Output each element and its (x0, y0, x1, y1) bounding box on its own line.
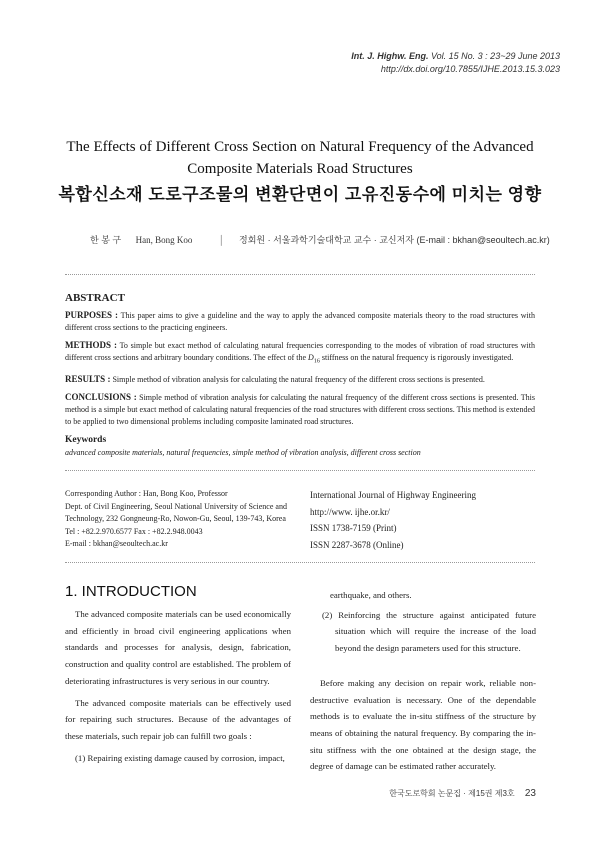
title-en-line1: The Effects of Different Cross Section on Natural Frequency of the Advanced (66, 139, 534, 155)
methods-subscript: 16 (313, 358, 320, 365)
intro-list-item-2: (2) Reinforcing the structure against anticipated future situation which will require the increase of the load beyond the design parameters used for this structure. (322, 609, 536, 654)
abstract-conclusions (65, 391, 535, 428)
conclusions-text: Simple method of vibration analysis for calculating the natural frequency of the different cross sections is presented. This method is a simple but exact method of calculating natural frequencies of the road structures with different cross sections. This method is extended to be applied to two dimensional problems including composite laminated road structures. (65, 392, 536, 426)
author-affiliation: 정회원 · 서울과학기술대학교 교수 · 교신저자 (E-mail : bkhan@seoultech.ac.kr) (239, 235, 550, 245)
paper-title-korean: 복합신소재 도로구조물의 변환단면이 고유진동수에 미치는 영향 (58, 185, 542, 204)
body-column-left (65, 582, 291, 766)
methods-label: METHODS : (65, 340, 117, 350)
purposes-text: This paper aims to give a guideline and the way to apply the advanced composite materials theory to the road structures with different cross sections to the practicing engineers. (65, 311, 535, 332)
methods-symbol: D (308, 353, 314, 362)
title-en-line2: Composite Materials Road Structures (187, 161, 413, 177)
page-footer (389, 788, 536, 799)
journal-info-name: International Journal of Highway Engineering (310, 490, 476, 500)
footer-journal: 한국도로학회 논문집 · 제15권 제3호 (389, 789, 515, 798)
abstract-methods (65, 339, 535, 368)
page-number: 23 (524, 788, 536, 799)
intro-paragraph-2: The advanced composite materials can be effectively used for repairing such structures. Because of the advantages of these materials, such repair job can fulfill two goals : (65, 697, 291, 741)
section-heading-introduction: 1. INTRODUCTION (65, 583, 197, 600)
intro-paragraph-1: The advanced composite materials can be used economically and efficiently in broad civil engineering applications when standards and processes for analysis, design, fabrication, construction and quality control are established. The problem of deteriorating infrastructures is very serious in our country. (65, 609, 291, 686)
body-column-right (310, 587, 536, 775)
results-label: RESULTS : (65, 373, 111, 384)
purposes-label: PURPOSES : (65, 310, 118, 320)
paper-title-english (60, 136, 540, 180)
abstract-section (65, 292, 535, 459)
journal-info-issn-online: ISSN 2287-3678 (Online) (310, 539, 404, 550)
corr-line2: Dept. of Civil Engineering, Seoul National University of Science and Technology, 232 Gongneung-Ro, Nowon-Gu, Seoul, 139-743, Korea (65, 501, 287, 523)
divider-bottom (65, 562, 535, 563)
abstract-results (65, 373, 535, 386)
author-name-korean: 한 봉 구 (90, 235, 122, 245)
journal-volume: Vol. 15 No. 3 : 23~29 June 2013 (430, 51, 560, 61)
intro-list-item-1: (1) Repairing existing damage caused by corrosion, impact, (75, 752, 285, 763)
journal-info-url[interactable]: http://www. ijhe.or.kr/ (310, 506, 390, 517)
keywords-list: advanced composite materials, natural frequencies, simple method of vibration analysis, different cross section (65, 447, 421, 457)
keywords-heading: Keywords (65, 434, 107, 445)
doi-link[interactable]: http://dx.doi.org/10.7855/IJHE.2013.15.3.023 (380, 64, 560, 74)
corresponding-author-block (65, 488, 300, 551)
journal-info-block (310, 487, 540, 553)
divider-top (65, 274, 535, 275)
conclusions-label: CONCLUSIONS : (65, 391, 137, 402)
author-name-english: Han, Bong Koo (135, 235, 193, 245)
methods-text-b: stiffness on the natural frequency is rigorously investigated. (319, 353, 514, 362)
abstract-heading: ABSTRACT (65, 292, 125, 304)
journal-info-issn-print: ISSN 1738-7159 (Print) (310, 523, 397, 533)
intro-paragraph-3: Before making any decision on repair work, reliable non-destructive evaluation is necessary. One of the dependable methods is to evaluate the in-situ stiffness of the structure by means of obtaining the natural frequency. By comparing the in-situ stiffness with the one obtained at the design stage, the degree of damage can be estimated rather accurately. (310, 677, 536, 772)
methods-text-a: To simple but exact method of calculating natural frequencies corresponding to the modes of vibration of road structures with different cross sections and arbitrary boundary conditions. The effect of the (65, 341, 535, 362)
results-text: Simple method of vibration analysis for calculating the natural frequency of the different cross sections is presented. (110, 374, 485, 384)
journal-header (351, 50, 560, 76)
journal-citation-line (351, 50, 560, 63)
author-separator: │ (218, 235, 225, 245)
intro-list-item-1-continued: earthquake, and others. (330, 590, 412, 600)
divider-middle (65, 470, 535, 471)
corr-line4: E-mail : bkhan@seoultech.ac.kr (65, 539, 168, 548)
corr-line1: Corresponding Author : Han, Bong Koo, Professor (65, 489, 228, 498)
author-line (90, 233, 562, 246)
abstract-purposes (65, 309, 535, 334)
journal-abbrev: Int. J. Highw. Eng. (351, 51, 429, 61)
corr-line3: Tel : +82.2.970.6577 Fax : +82.2.948.0043 (65, 526, 203, 536)
